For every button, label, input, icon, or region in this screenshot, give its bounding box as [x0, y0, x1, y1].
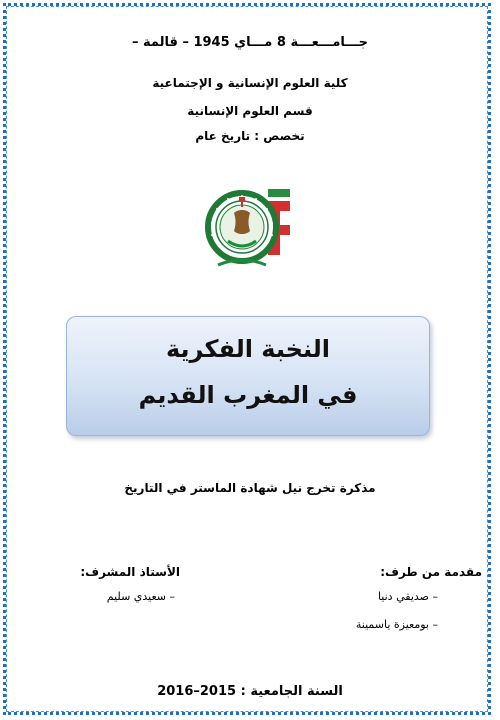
specialty: تخصص : تاريخ عام	[195, 129, 305, 143]
title-line-2: في المغرب القديم	[138, 381, 358, 409]
university-seal-icon	[198, 183, 298, 273]
title-box	[66, 316, 430, 436]
presented-by-label: مقدمة من طرف:	[380, 565, 482, 579]
student-name: – صديقي دنيا	[377, 590, 438, 603]
thesis-note: مذكرة تخرج نيل شهادة الماستر في التاريخ	[124, 481, 376, 495]
supervisor-name: – سعيدي سليم	[106, 590, 175, 603]
faculty-name: كلية العلوم الإنسانية و الإجتماعية	[152, 76, 348, 90]
title-line-1: النخبة الفكرية	[165, 335, 330, 363]
supervisor-label: الأستاذ المشرف:	[80, 565, 180, 579]
department-name: قسم العلوم الإنسانية	[187, 104, 313, 118]
university-name: جـــامـــعـــة 8 مـــاي 1945 – قالمة –	[132, 35, 368, 50]
student-name: – بومعيزة ياسمينة	[355, 618, 438, 631]
academic-year: السنة الجامعية : 2015–2016	[157, 684, 343, 699]
